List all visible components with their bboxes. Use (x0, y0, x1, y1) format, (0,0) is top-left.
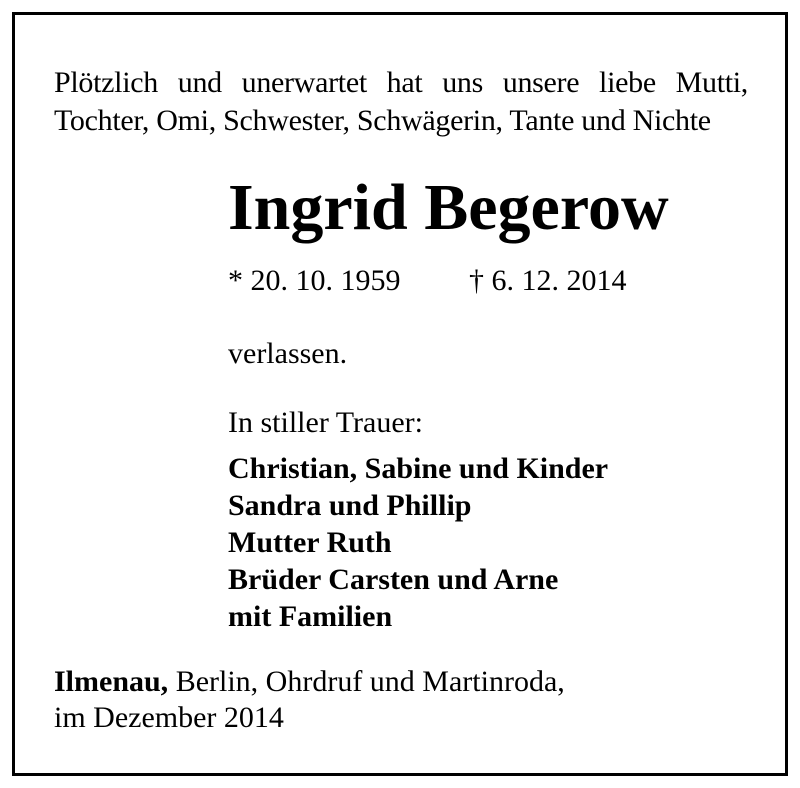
intro-text (54, 64, 748, 140)
city-name: Ilmenau, (54, 665, 169, 698)
mourning-label: In stiller Trauer: (228, 406, 423, 439)
birth-date: * 20. 10. 1959 (228, 264, 401, 297)
place-and-date (54, 664, 565, 736)
death-date: † 6. 12. 2014 (469, 264, 627, 297)
intro-line-1: Plötzlich und unerwartet hat uns unsere liebe Mutti, (54, 66, 748, 99)
left-text: verlassen. (228, 337, 348, 370)
mourner-item: mit Familien (228, 600, 393, 633)
mourners-list (228, 450, 608, 635)
date-line: im Dezember 2014 (54, 701, 284, 734)
mourner-item: Sandra und Phillip (228, 489, 472, 522)
deceased-name: Ingrid Begerow (228, 171, 669, 244)
intro-line-2: Tochter, Omi, Schwester, Schwägerin, Tante und Nichte (54, 104, 711, 137)
mourner-item: Mutter Ruth (228, 526, 392, 559)
mourner-item: Brüder Carsten und Arne (228, 563, 559, 596)
other-places: Berlin, Ohrdruf und Martinroda, (168, 665, 565, 698)
places-line (54, 664, 565, 700)
mourner-item: Christian, Sabine und Kinder (228, 452, 609, 485)
